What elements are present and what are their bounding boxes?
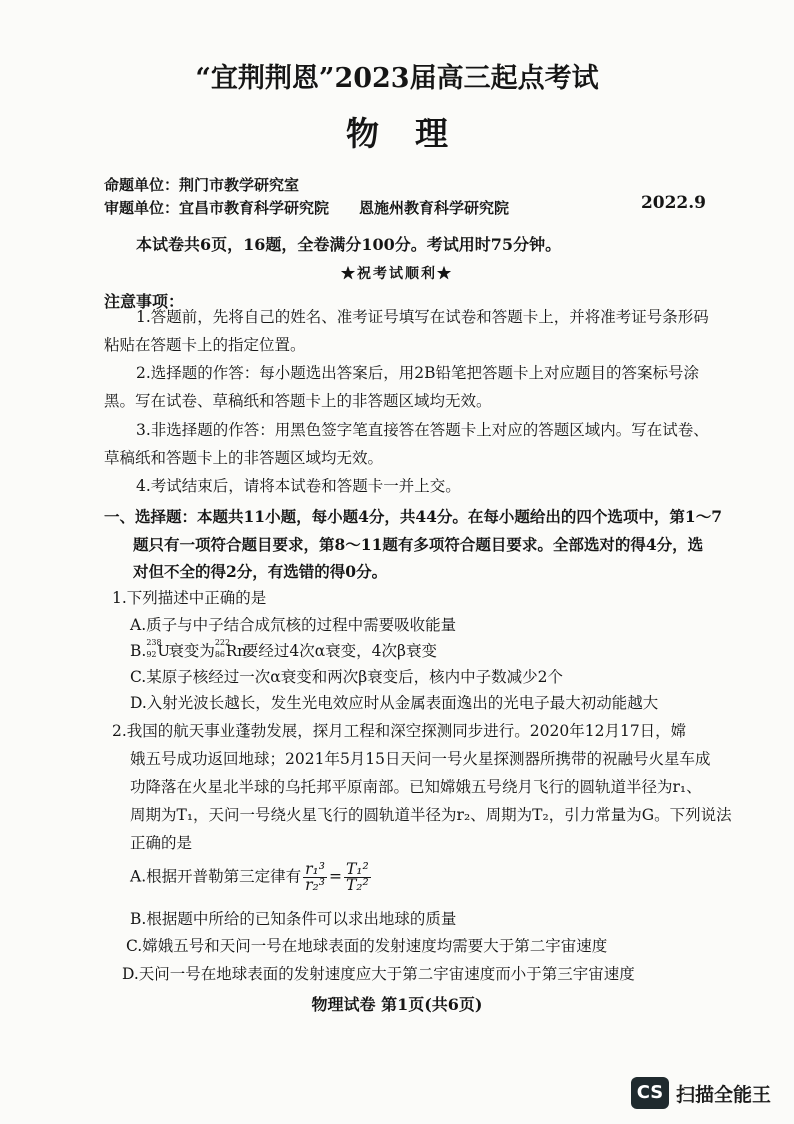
author-line	[104, 174, 299, 195]
reviewer-label: 审题单位：	[104, 199, 180, 217]
page-footer: 物理试卷 第1页(共6页)	[311, 995, 483, 1014]
question-2-line-2: 娥五号成功返回地球；2021年5月15日天问一号火星探测器所携带的祝融号火星车成	[130, 750, 711, 768]
subject-title: 物理	[346, 114, 484, 153]
scanner-watermark: 扫描全能王	[676, 1084, 772, 1106]
author-label: 命题单位：	[104, 176, 180, 194]
uranium-mass-number: 238	[146, 638, 162, 647]
exam-title: “宜荆荆恩”2023届高三起点考试	[195, 63, 599, 94]
fraction-denominator-t2: T₂²	[345, 876, 369, 894]
question-2-line-1: 2.我国的航天事业蓬勃发展，探月工程和深空探测同步进行。2020年12月17日，嫦	[112, 722, 687, 740]
period-ratio-fraction	[344, 862, 371, 893]
question-2-option-c: C.嫦娥五号和天问一号在地球表面的发射速度均需要大于第二宇宙速度	[126, 937, 608, 955]
reviewer-line	[104, 197, 509, 218]
fraction-numerator-r1: r₁³	[305, 860, 325, 878]
option-b-suffix: 要经过4次α衰变，4次β衰变	[242, 642, 437, 660]
camscanner-logo-icon: CS	[631, 1077, 669, 1109]
option-b-prefix: B.	[130, 642, 147, 660]
notice-item-1-line-2: 粘贴在答题卡上的指定位置。	[104, 336, 306, 354]
question-2-line-4: 周期为T₁，天问一号绕火星飞行的圆轨道半径为r₂、周期为T₂，引力常量为G。下列说法	[130, 806, 732, 824]
notice-item-2-line-1: 2.选择题的作答：每小题选出答案后，用2B铅笔把答题卡上对应题目的答案标号涂	[136, 364, 700, 382]
reviewer-name-2: 恩施州教育科学研究院	[359, 199, 510, 217]
question-2-option-d: D.天问一号在地球表面的发射速度应大于第二宇宙速度而小于第三宇宙速度	[122, 965, 635, 983]
radon-mass-number: 222	[214, 638, 231, 647]
uranium-atomic-number: 92	[146, 650, 157, 659]
fraction-denominator-r2: r₂³	[305, 876, 325, 894]
section-1-line-1: 一、选择题：本题共11小题，每小题4分，共44分。在每小题给出的四个选项中，第1～7	[104, 507, 722, 526]
notice-item-3-line-1: 3.非选择题的作答：用黑色签字笔直接答在答题卡上对应的答题区域内。写在试卷、	[136, 421, 709, 439]
radon-nuclide	[214, 638, 247, 660]
question-1-stem: 1.下列描述中正确的是	[112, 589, 267, 607]
question-2-line-3: 功降落在火星北半球的乌托邦平原南部。已知嫦娥五号绕月飞行的圆轨道半径为r₁、	[130, 778, 702, 796]
radon-atomic-number: 86	[214, 650, 226, 659]
uranium-nuclide	[146, 638, 170, 660]
fraction-numerator-t1: T₁²	[345, 860, 369, 878]
exam-info: 本试卷共6页，16题，全卷满分100分。考试用时75分钟。	[136, 235, 562, 254]
radius-ratio-fraction	[303, 862, 327, 893]
question-1-option-a: A.质子与中子结合成氘核的过程中需要吸收能量	[130, 616, 457, 634]
exam-date: 2022.9	[640, 193, 706, 213]
good-luck-banner: ★祝考试顺利★	[341, 266, 453, 282]
question-1-option-b	[130, 639, 437, 661]
notice-item-3-line-2: 草稿纸和答题卡上的非答题区域均无效。	[104, 449, 384, 467]
option-b-middle: 衰变为	[168, 642, 215, 660]
section-1-line-2: 题只有一项符合题目要求，第8～11题有多项符合题目要求。全部选对的得4分，选	[133, 535, 704, 554]
question-1-option-d: D.入射光波长越长，发生光电效应时从金属表面逸出的光电子最大初动能越大	[130, 694, 659, 712]
question-2-option-a	[130, 862, 373, 893]
question-1-option-c: C.某原子核经过一次α衰变和两次β衰变后，核内中子数减少2个	[130, 668, 564, 686]
notice-title: 注意事项：	[104, 292, 185, 311]
notice-item-2-line-2: 黑。写在试卷、草稿纸和答题卡上的非答题区域均无效。	[104, 392, 492, 410]
question-2-line-5: 正确的是	[130, 834, 193, 852]
notice-item-1-line-1: 1.答题前，先将自己的姓名、准考证号填写在试卷和答题卡上，并将准考证号条形码	[136, 308, 709, 326]
section-1-line-3: 对但不全的得2分，有选错的得0分。	[133, 562, 388, 581]
question-2-option-b: B.根据题中所给的已知条件可以求出地球的质量	[130, 910, 457, 928]
reviewer-name-1: 宜昌市教育科学研究院	[179, 199, 330, 217]
author-name: 荆门市教学研究室	[179, 176, 300, 194]
option-a-text: A.根据开普勒第三定律有	[130, 867, 302, 886]
equals-sign: =	[328, 867, 342, 886]
notice-item-4: 4.考试结束后，请将本试卷和答题卡一并上交。	[136, 477, 461, 495]
uranium-symbol: U	[157, 642, 170, 660]
radon-symbol: Rn	[225, 642, 247, 660]
